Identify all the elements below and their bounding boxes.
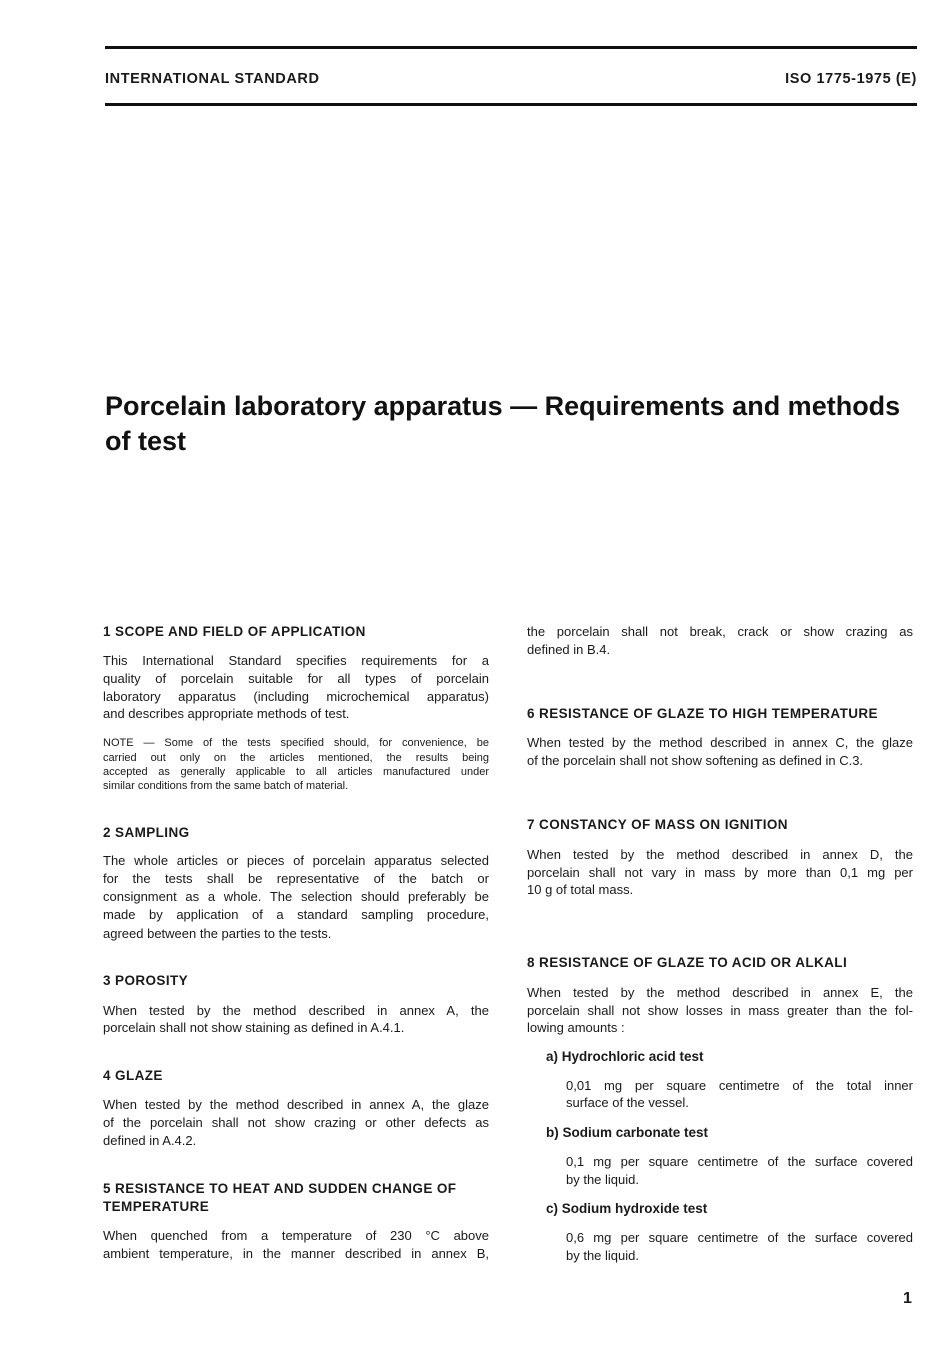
paragraph-line: defined in B.4. [527,642,611,657]
paragraph-line: When tested by the method described in annex A, the glaze [103,1097,489,1112]
paragraph-line: 0,1 mg per square centimetre of the surface covered [566,1154,913,1169]
section-heading: 4 GLAZE [103,1068,163,1083]
note-line: carried out only on the articles mentioned, the results being [103,751,489,764]
paragraph-line: quality of porcelain suitable for all types of porcelain [103,671,489,686]
page-number: 1 [903,1290,912,1307]
paragraph-line: of the porcelain shall not show softening as defined in C.3. [527,753,864,768]
paragraph-line: for the tests shall be representative of the batch or [103,871,489,886]
section-heading: TEMPERATURE [103,1199,210,1214]
header-left: INTERNATIONAL STANDARD [105,71,320,87]
section-heading: 3 POROSITY [103,973,189,988]
subsection-heading: b) Sodium carbonate test [546,1125,709,1140]
paragraph-line: defined in A.4.2. [103,1133,197,1148]
note-line: accepted as generally applicable to all articles manufactured under [103,765,489,778]
paragraph-line: porcelain shall not vary in mass by more than 0,1 mg per [527,865,913,880]
paragraph-line: porcelain shall not show staining as defined in A.4.1. [103,1020,405,1035]
section-heading: 8 RESISTANCE OF GLAZE TO ACID OR ALKALI [527,955,848,970]
paragraph-line: This International Standard specifies requirements for a [103,653,489,668]
paragraph-line: 0,6 mg per square centimetre of the surface covered [566,1230,913,1245]
paragraph-line: 10 g of total mass. [527,882,634,897]
paragraph-line: When tested by the method described in annex D, the [527,847,913,862]
paragraph-line: The whole articles or pieces of porcelain apparatus selected [103,853,489,868]
paragraph-line: consignment as a whole. The selection should preferably be [103,889,489,904]
header-right: ISO 1775-1975 (E) [785,71,917,87]
paragraph-line: lowing amounts : [527,1020,625,1035]
section-heading: 5 RESISTANCE TO HEAT AND SUDDEN CHANGE OF [103,1181,457,1196]
paragraph-line: by the liquid. [566,1172,639,1187]
paragraph-line: agreed between the parties to the tests. [103,926,332,941]
paragraph-line: When tested by the method described in annex E, the [527,985,913,1000]
subsection-heading: a) Hydrochloric acid test [546,1049,704,1064]
section-heading: 1 SCOPE AND FIELD OF APPLICATION [103,624,366,639]
section-heading: 2 SAMPLING [103,825,190,840]
header-rule [105,103,917,106]
paragraph-line: ambient temperature, in the manner described in annex B, [103,1246,489,1261]
subsection-heading: c) Sodium hydroxide test [546,1201,708,1216]
paragraph-line: 0,01 mg per square centimetre of the total inner [566,1078,913,1093]
note-line: NOTE — Some of the tests specified should, for convenience, be [103,736,489,749]
paragraph-line: by the liquid. [566,1248,639,1263]
paragraph-line: surface of the vessel. [566,1095,689,1110]
section-heading: 6 RESISTANCE OF GLAZE TO HIGH TEMPERATURE [527,706,878,721]
document-title-line-2: of test [105,426,186,456]
paragraph-line: and describes appropriate methods of test. [103,706,350,721]
top-rule [105,46,917,49]
document-title-line-1: Porcelain laboratory apparatus — Requirements and methods [105,391,901,421]
paragraph-line: When quenched from a temperature of 230 °C above [103,1228,489,1243]
paragraph-line: porcelain shall not show losses in mass greater than the fol- [527,1003,913,1018]
paragraph-line: When tested by the method described in annex A, the [103,1003,489,1018]
paragraph-line: the porcelain shall not break, crack or show crazing as [527,624,913,639]
paragraph-line: made by application of a standard sampling procedure, [103,907,489,922]
paragraph-line: of the porcelain shall not show crazing or other defects as [103,1115,489,1130]
section-heading: 7 CONSTANCY OF MASS ON IGNITION [527,817,788,832]
paragraph-line: When tested by the method described in annex C, the glaze [527,735,913,750]
note-line: similar conditions from the same batch of material. [103,779,349,792]
paragraph-line: laboratory apparatus (including microchemical apparatus) [103,689,489,704]
